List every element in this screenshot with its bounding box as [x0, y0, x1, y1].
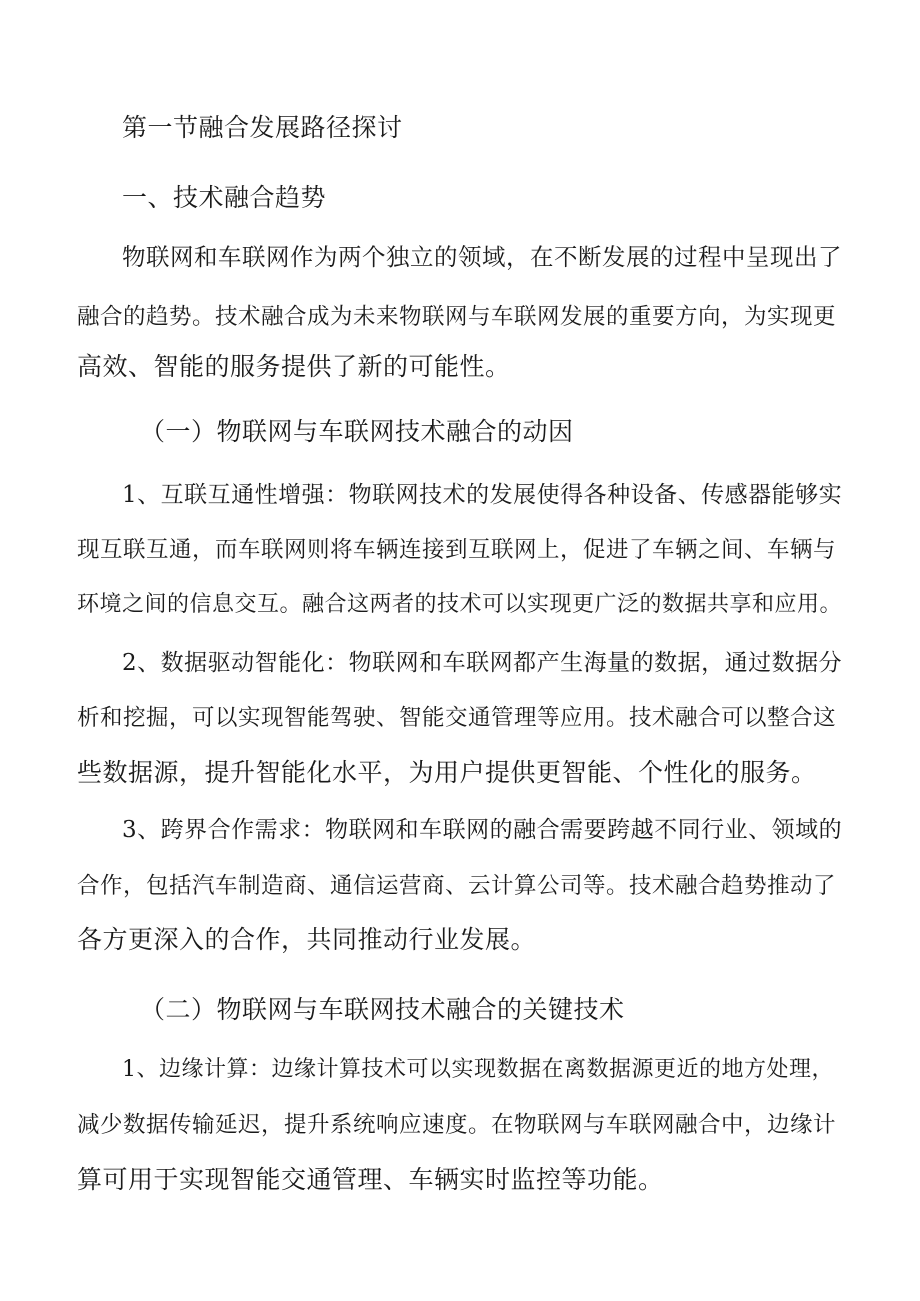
paragraph-line: 高效、智能的服务提供了新的可能性。: [77, 352, 511, 381]
heading-technology-convergence-trend: 一、技术融合趋势: [122, 183, 327, 212]
paragraph-line: 1、互联互通性增强：物联网技术的发展使得各种设备、传感器能够实: [122, 482, 843, 508]
paragraph-line: 1、边缘计算：边缘计算技术可以实现数据在离数据源更近的地方处理，: [122, 1057, 834, 1082]
paragraph-line: 物联网和车联网作为两个独立的领域，在不断发展的过程中呈现出了: [122, 243, 842, 271]
paragraph-line: 析和挖掘，可以实现智能驾驶、智能交通管理等应用。技术融合可以整合这: [77, 705, 837, 731]
subheading-key-technologies: （二）物联网与车联网技术融合的关键技术: [140, 995, 625, 1024]
paragraph-line: 3、跨界合作需求：物联网和车联网的融合需要跨越不同行业、领域的: [122, 817, 843, 843]
section-title: 第一节融合发展路径探讨: [122, 113, 403, 142]
paragraph-line: 环境之间的信息交互。融合这两者的技术可以实现更广泛的数据共享和应用。: [77, 592, 843, 617]
paragraph-line: 现互联互通，而车联网则将车辆连接到互联网上，促进了车辆之间、车辆与: [77, 537, 837, 563]
paragraph-line: 算可用于实现智能交通管理、车辆实时监控等功能。: [77, 1165, 664, 1194]
paragraph-line: 融合的趋势。技术融合成为未来物联网与车联网发展的重要方向，为实现更: [77, 304, 837, 330]
paragraph-line: 减少数据传输延迟，提升系统响应速度。在物联网与车联网融合中，边缘计: [77, 1112, 837, 1138]
paragraph-line: 各方更深入的合作，共同推动行业发展。: [77, 925, 537, 954]
paragraph-line: 2、数据驱动智能化：物联网和车联网都产生海量的数据，通过数据分: [122, 650, 843, 676]
paragraph-line: 些数据源，提升智能化水平，为用户提供更智能、个性化的服务。: [77, 758, 817, 787]
paragraph-line: 合作，包括汽车制造商、通信运营商、云计算公司等。技术融合趋势推动了: [77, 873, 837, 899]
subheading-motivations: （一）物联网与车联网技术融合的动因: [140, 417, 574, 446]
